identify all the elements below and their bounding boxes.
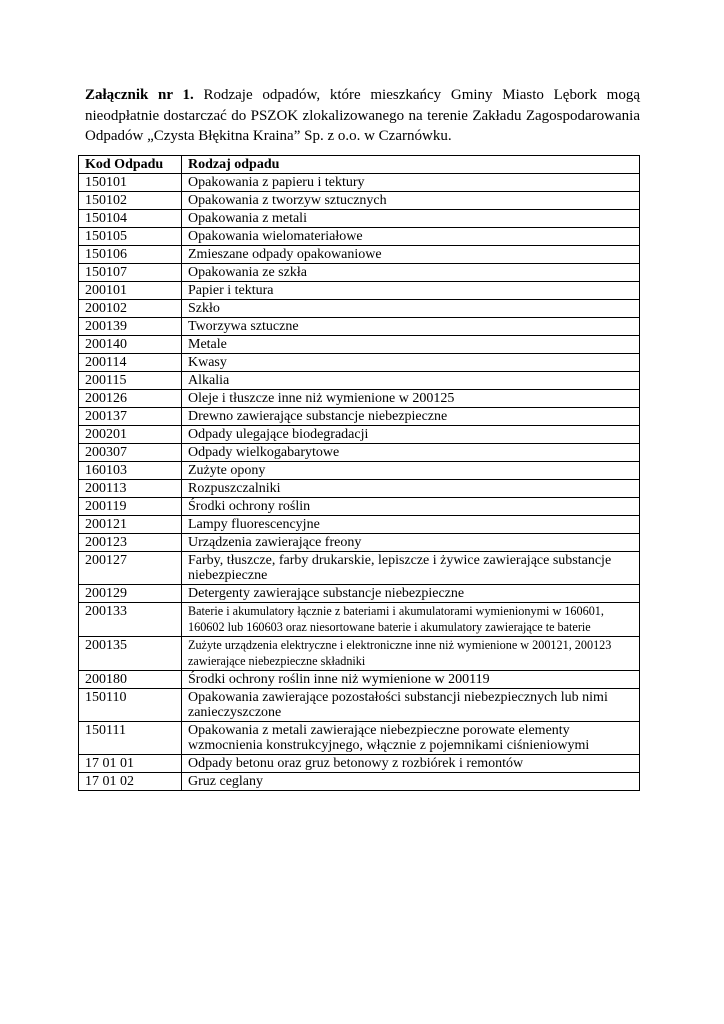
table-row (79, 552, 640, 585)
waste-code-cell: 200133 (79, 603, 182, 637)
waste-type-cell: Urządzenia zawierające freony (182, 534, 640, 552)
table-row (79, 210, 640, 228)
waste-code-cell: 200115 (79, 372, 182, 390)
table-row (79, 318, 640, 336)
table-row (79, 264, 640, 282)
waste-type-cell: Opakowania wielomateriałowe (182, 228, 640, 246)
waste-type-cell: Oleje i tłuszcze inne niż wymienione w 200125 (182, 390, 640, 408)
waste-type-cell: Zmieszane odpady opakowaniowe (182, 246, 640, 264)
waste-type-cell: Baterie i akumulatory łącznie z bateriami i akumulatorami wymienionymi w 160601, 160602 lub 160603 oraz niesortowane baterie i akumulatory zawierające te baterie (182, 603, 640, 637)
waste-code-cell: 200123 (79, 534, 182, 552)
waste-code-cell: 200307 (79, 444, 182, 462)
waste-type-cell: Gruz ceglany (182, 773, 640, 791)
waste-code-cell: 160103 (79, 462, 182, 480)
table-row (79, 689, 640, 722)
waste-type-cell: Drewno zawierające substancje niebezpieczne (182, 408, 640, 426)
waste-code-cell: 200119 (79, 498, 182, 516)
waste-type-cell: Opakowania ze szkła (182, 264, 640, 282)
table-row (79, 671, 640, 689)
waste-type-cell: Rozpuszczalniki (182, 480, 640, 498)
waste-code-cell: 17 01 02 (79, 773, 182, 791)
waste-code-cell: 200140 (79, 336, 182, 354)
waste-code-cell: 17 01 01 (79, 755, 182, 773)
waste-type-cell: Zużyte opony (182, 462, 640, 480)
waste-code-cell: 150110 (79, 689, 182, 722)
waste-type-cell: Metale (182, 336, 640, 354)
waste-code-cell: 200127 (79, 552, 182, 585)
waste-type-cell: Kwasy (182, 354, 640, 372)
table-row (79, 336, 640, 354)
waste-code-cell: 150101 (79, 174, 182, 192)
header-waste-code: Kod Odpadu (79, 156, 182, 174)
waste-type-cell: Opakowania zawierające pozostałości substancji niebezpiecznych lub nimi zanieczyszczone (182, 689, 640, 722)
waste-type-cell: Opakowania z papieru i tektury (182, 174, 640, 192)
table-row (79, 282, 640, 300)
waste-type-cell: Środki ochrony roślin (182, 498, 640, 516)
waste-code-cell: 200137 (79, 408, 182, 426)
table-row (79, 228, 640, 246)
waste-type-cell: Papier i tektura (182, 282, 640, 300)
waste-type-cell: Farby, tłuszcze, farby drukarskie, lepiszcze i żywice zawierające substancje niebezpieczne (182, 552, 640, 585)
waste-code-cell: 200114 (79, 354, 182, 372)
waste-type-cell: Odpady wielkogabarytowe (182, 444, 640, 462)
waste-code-cell: 200121 (79, 516, 182, 534)
table-row (79, 192, 640, 210)
waste-type-cell: Odpady ulegające biodegradacji (182, 426, 640, 444)
waste-code-cell: 200129 (79, 585, 182, 603)
table-row (79, 585, 640, 603)
waste-type-cell: Alkalia (182, 372, 640, 390)
table-header-row (79, 156, 640, 174)
waste-type-cell: Zużyte urządzenia elektryczne i elektroniczne inne niż wymienione w 200121, 200123 zawierające niebezpieczne składniki (182, 637, 640, 671)
waste-type-cell: Środki ochrony roślin inne niż wymienione w 200119 (182, 671, 640, 689)
table-row (79, 246, 640, 264)
table-row (79, 390, 640, 408)
table-row (79, 534, 640, 552)
table-row (79, 300, 640, 318)
intro-text: Rodzaje odpadów, które mieszkańcy Gminy Miasto Lębork mogą nieodpłatnie dostarczać do PSZOK zlokalizowanego na terenie Zakładu Zagospodarowania Odpadów „Czysta Błękitna Kraina” Sp. z o.o. w Czarnówku. (85, 87, 641, 144)
waste-code-cell: 200101 (79, 282, 182, 300)
waste-type-cell: Tworzywa sztuczne (182, 318, 640, 336)
waste-code-cell: 200180 (79, 671, 182, 689)
waste-code-cell: 200135 (79, 637, 182, 671)
waste-type-cell: Odpady betonu oraz gruz betonowy z rozbiórek i remontów (182, 755, 640, 773)
table-row (79, 755, 640, 773)
table-row (79, 408, 640, 426)
attachment-label: Załącznik nr 1. (85, 87, 194, 103)
table-row (79, 426, 640, 444)
table-row (79, 603, 640, 637)
waste-code-cell: 150104 (79, 210, 182, 228)
table-row (79, 444, 640, 462)
table-row (79, 516, 640, 534)
waste-code-cell: 150102 (79, 192, 182, 210)
table-row (79, 372, 640, 390)
waste-type-cell: Lampy fluorescencyjne (182, 516, 640, 534)
waste-type-cell: Szkło (182, 300, 640, 318)
table-row (79, 498, 640, 516)
waste-type-cell: Detergenty zawierające substancje niebezpieczne (182, 585, 640, 603)
table-row (79, 462, 640, 480)
table-row (79, 174, 640, 192)
table-row (79, 722, 640, 755)
waste-code-cell: 150105 (79, 228, 182, 246)
waste-code-cell: 200102 (79, 300, 182, 318)
table-row (79, 354, 640, 372)
waste-code-cell: 150107 (79, 264, 182, 282)
table-row (79, 480, 640, 498)
waste-type-cell: Opakowania z metali zawierające niebezpieczne porowate elementy wzmocnienia konstrukcyjnego, włącznie z pojemnikami ciśnieniowymi (182, 722, 640, 755)
waste-codes-table (78, 155, 640, 791)
intro-paragraph (85, 85, 640, 147)
waste-code-cell: 150106 (79, 246, 182, 264)
waste-code-cell: 200126 (79, 390, 182, 408)
waste-type-cell: Opakowania z metali (182, 210, 640, 228)
table-row (79, 773, 640, 791)
waste-code-cell: 150111 (79, 722, 182, 755)
table-row (79, 637, 640, 671)
waste-code-cell: 200113 (79, 480, 182, 498)
waste-code-cell: 200201 (79, 426, 182, 444)
waste-code-cell: 200139 (79, 318, 182, 336)
waste-type-cell: Opakowania z tworzyw sztucznych (182, 192, 640, 210)
header-waste-type: Rodzaj odpadu (182, 156, 640, 174)
